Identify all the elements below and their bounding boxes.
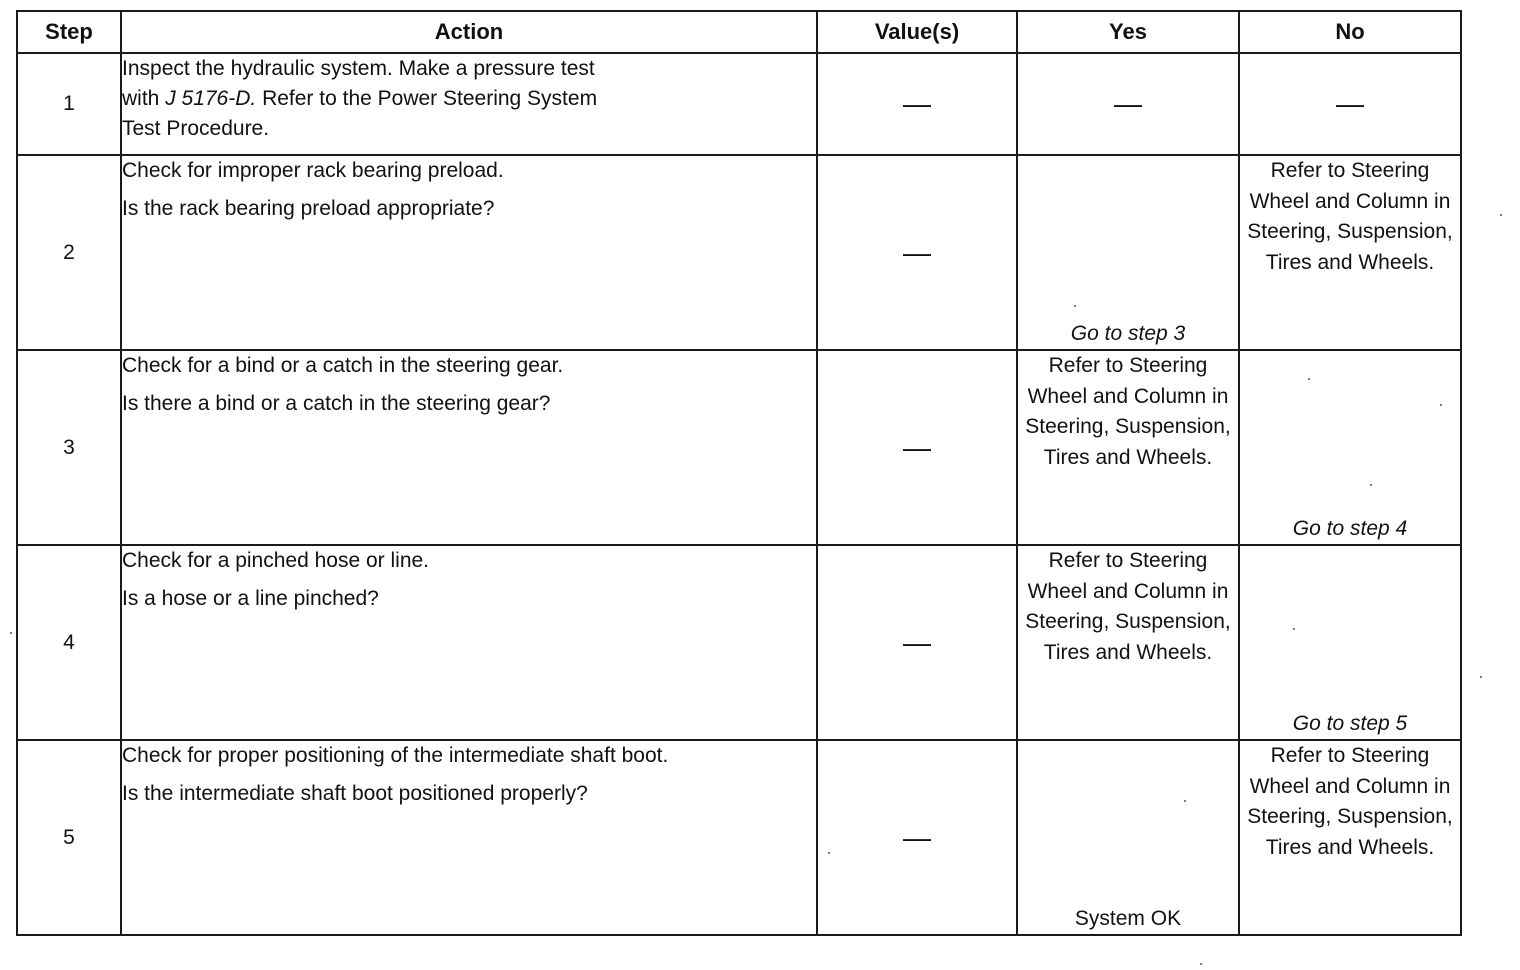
values-cell: — [817,53,1017,155]
action-text: Inspect the hydraulic system. Make a pressure test [122,57,595,80]
action-cell [121,545,817,740]
header-action: Action [121,11,817,53]
header-yes: Yes [1017,11,1239,53]
no-cell: Go to step 5 [1239,545,1461,740]
step-number: 1 [17,53,121,155]
table-row [17,545,1461,740]
scan-speck [1370,484,1372,486]
header-values: Value(s) [817,11,1017,53]
step-number: 5 [17,740,121,935]
scan-speck [1184,800,1186,802]
table-row [17,350,1461,545]
values-cell: — [817,155,1017,350]
no-cell: Refer to Steering Wheel and Column in Steering, Suspension, Tires and Wheels. [1239,740,1461,935]
no-cell: — [1239,53,1461,155]
table-row [17,155,1461,350]
scan-speck [828,852,830,854]
scan-speck [1200,963,1202,965]
yes-cell: Refer to Steering Wheel and Column in Steering, Suspension, Tires and Wheels. [1017,350,1239,545]
question-text: Is the rack bearing preload appropriate? [122,197,495,220]
question-text: Is the intermediate shaft boot positioned properly? [122,782,588,805]
yes-cell: Refer to Steering Wheel and Column in Steering, Suspension, Tires and Wheels. [1017,545,1239,740]
step-number: 2 [17,155,121,350]
header-step: Step [17,11,121,53]
yes-cell: Go to step 3 [1017,155,1239,350]
scan-speck [1500,214,1502,216]
no-cell: Go to step 4 [1239,350,1461,545]
no-cell: Refer to Steering Wheel and Column in Steering, Suspension, Tires and Wheels. [1239,155,1461,350]
question-text: Is there a bind or a catch in the steering gear? [122,392,551,415]
scan-speck [1293,628,1295,630]
header-no: No [1239,11,1461,53]
yes-cell: System OK [1017,740,1239,935]
table-row [17,53,1461,155]
action-text: Check for improper rack bearing preload. [122,159,504,182]
values-cell: — [817,350,1017,545]
action-text: Check for proper positioning of the intermediate shaft boot. [122,744,669,767]
diagnostic-table [16,10,1462,936]
action-cell [121,350,817,545]
scan-speck [1074,305,1076,307]
step-number: 4 [17,545,121,740]
values-cell: — [817,545,1017,740]
table-header-row [17,11,1461,53]
scan-speck [1480,676,1482,678]
action-text: Check for a bind or a catch in the steering gear. [122,354,564,377]
table-row [17,740,1461,935]
action-cell [121,155,817,350]
scan-speck [1308,378,1310,380]
action-text-line3: Test Procedure. [122,117,270,140]
action-text-line2 [122,84,816,114]
action-suffix: Refer to the Power Steering System [262,87,598,110]
action-prefix: with [122,87,166,110]
action-text: Check for a pinched hose or line. [122,549,430,572]
scan-speck [10,632,12,634]
action-cell [121,740,817,935]
action-cell [121,53,817,155]
step-number: 3 [17,350,121,545]
values-cell: — [817,740,1017,935]
scan-speck [1440,404,1442,406]
question-text: Is a hose or a line pinched? [122,587,379,610]
tool-name: J 5176-D. [165,87,257,110]
yes-cell: — [1017,53,1239,155]
